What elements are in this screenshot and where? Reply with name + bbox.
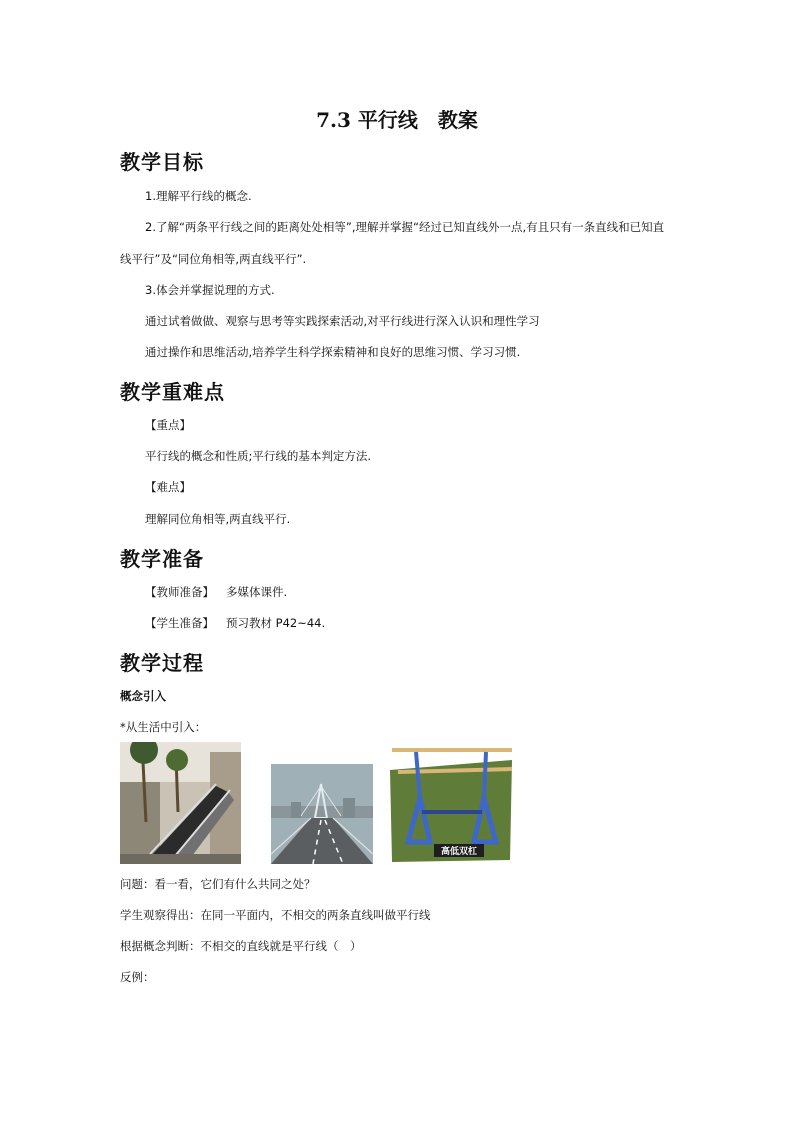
bridge-road-photo: [271, 764, 373, 864]
objective-item: 线平行”及“同位角相等,两直线平行”.: [120, 252, 307, 266]
objective-item: 通过试着做做、观察与思考等实践探索活动,对平行线进行深入认识和理性学习: [145, 314, 540, 328]
focus-text: 平行线的概念和性质;平行线的基本判定方法.: [145, 449, 372, 463]
student-prep-label: 【学生准备】: [145, 616, 214, 630]
judgement-text: 根据概念判断：不相交的直线就是平行线（ ）: [120, 939, 362, 953]
question-text: 问题：看一看，它们有什么共同之处？: [120, 877, 316, 891]
objective-item: 1.理解平行线的概念.: [145, 189, 252, 203]
objectives-heading: 教学目标: [120, 150, 204, 174]
preparation-heading: 教学准备: [120, 547, 204, 571]
objective-item: 2.了解“两条平行线之间的距离处处相等”,理解并掌握“经过已知直线外一点,有且只有一条直线和已知直: [145, 220, 665, 234]
difficulty-label: 【难点】: [145, 480, 191, 494]
intro-text: *从生活中引入：: [120, 720, 207, 734]
process-heading: 教学过程: [120, 651, 204, 675]
teacher-prep: [145, 584, 287, 600]
key-points-heading: 教学重难点: [120, 380, 225, 404]
uneven-bars-photo: [386, 742, 516, 864]
teacher-prep-text: 多媒体课件.: [226, 585, 288, 599]
difficulty-text: 理解同位角相等,两直线平行.: [145, 512, 291, 526]
photo-caption: 高低双杠: [440, 847, 478, 857]
focus-label: 【重点】: [145, 418, 191, 432]
teacher-prep-label: 【教师准备】: [145, 585, 214, 599]
counter-example-label: 反例：: [120, 970, 155, 984]
student-prep: [145, 615, 325, 631]
page-title: 7.3 平行线 教案: [316, 108, 478, 132]
objective-item: 通过操作和思维活动,培养学生科学探索精神和良好的思维习惯、学习习惯.: [145, 345, 521, 359]
process-subheading: 概念引入: [120, 689, 166, 703]
escalator-photo: [120, 742, 241, 864]
student-prep-text: 预习教材 P42~44.: [226, 616, 326, 630]
observation-text: 学生观察得出：在同一平面内，不相交的两条直线叫做平行线: [120, 908, 431, 922]
objective-item: 3.体会并掌握说理的方式.: [145, 283, 275, 297]
